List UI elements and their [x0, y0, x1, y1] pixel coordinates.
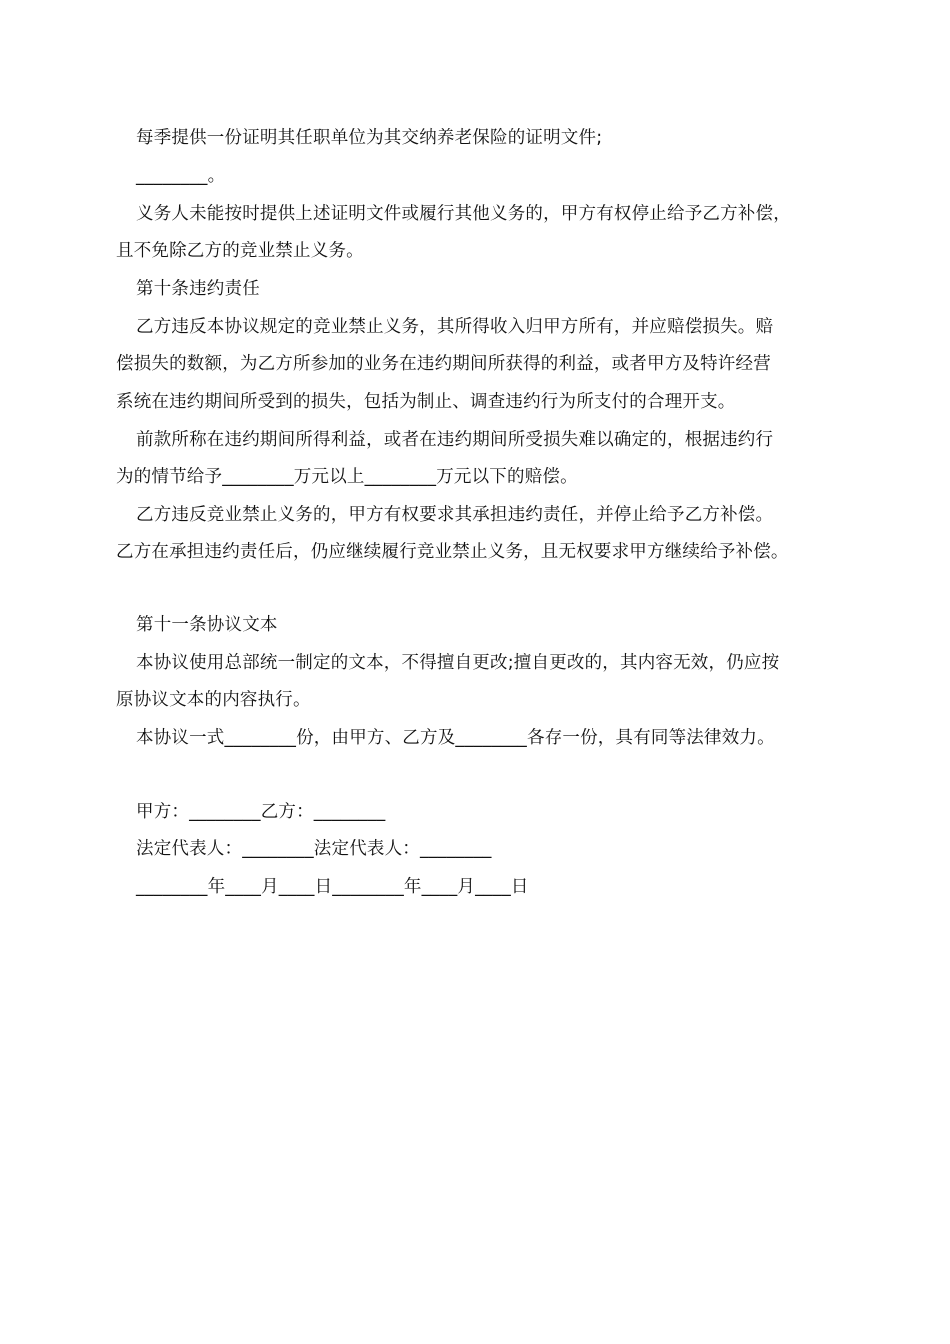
signature-date-line: ________年____月____日________年____月____日: [136, 877, 529, 897]
paragraph-line: 偿损失的数额，为乙方所参加的业务在违约期间所获得的利益，或者甲方及特许经营: [116, 354, 771, 374]
paragraph-line: 乙方违反本协议规定的竞业禁止义务，其所得收入归甲方所有，并应赔偿损失。赔: [136, 317, 774, 337]
paragraph-line: 且不免除乙方的竞业禁止义务。: [116, 241, 364, 261]
paragraph-line: 前款所称在违约期间所得利益，或者在违约期间所受损失难以确定的，根据违约行: [136, 430, 774, 450]
paragraph-line: 本协议使用总部统一制定的文本，不得擅自更改;擅自更改的，其内容无效，仍应按: [136, 653, 780, 673]
paragraph-line: 义务人未能按时提供上述证明文件或履行其他义务的，甲方有权停止给予乙方补偿，: [136, 204, 791, 224]
paragraph-line: 每季提供一份证明其任职单位为其交纳养老保险的证明文件;: [136, 128, 603, 148]
paragraph-line: 乙方违反竞业禁止义务的，甲方有权要求其承担违约责任，并停止给予乙方补偿。: [136, 505, 774, 525]
signature-representative-line: 法定代表人：________法定代表人：________: [136, 839, 492, 859]
section-heading: 第十一条协议文本: [136, 615, 278, 635]
paragraph-line: 为的情节给予________万元以上________万元以下的赔偿。: [116, 467, 578, 487]
paragraph-line: 本协议一式________份，由甲方、乙方及________各存一份，具有同等法律效力。: [136, 728, 775, 748]
paragraph-line: ________。: [136, 166, 226, 186]
paragraph-line: 系统在违约期间所受到的损失，包括为制止、调查违约行为所支付的合理开支。: [116, 392, 736, 412]
section-heading: 第十条违约责任: [136, 279, 260, 299]
paragraph-line: 乙方在承担违约责任后，仍应继续履行竞业禁止义务，且无权要求甲方继续给予补偿。: [116, 542, 789, 562]
paragraph-line: 原协议文本的内容执行。: [116, 690, 311, 710]
signature-party-line: 甲方：________乙方：________: [136, 802, 386, 822]
